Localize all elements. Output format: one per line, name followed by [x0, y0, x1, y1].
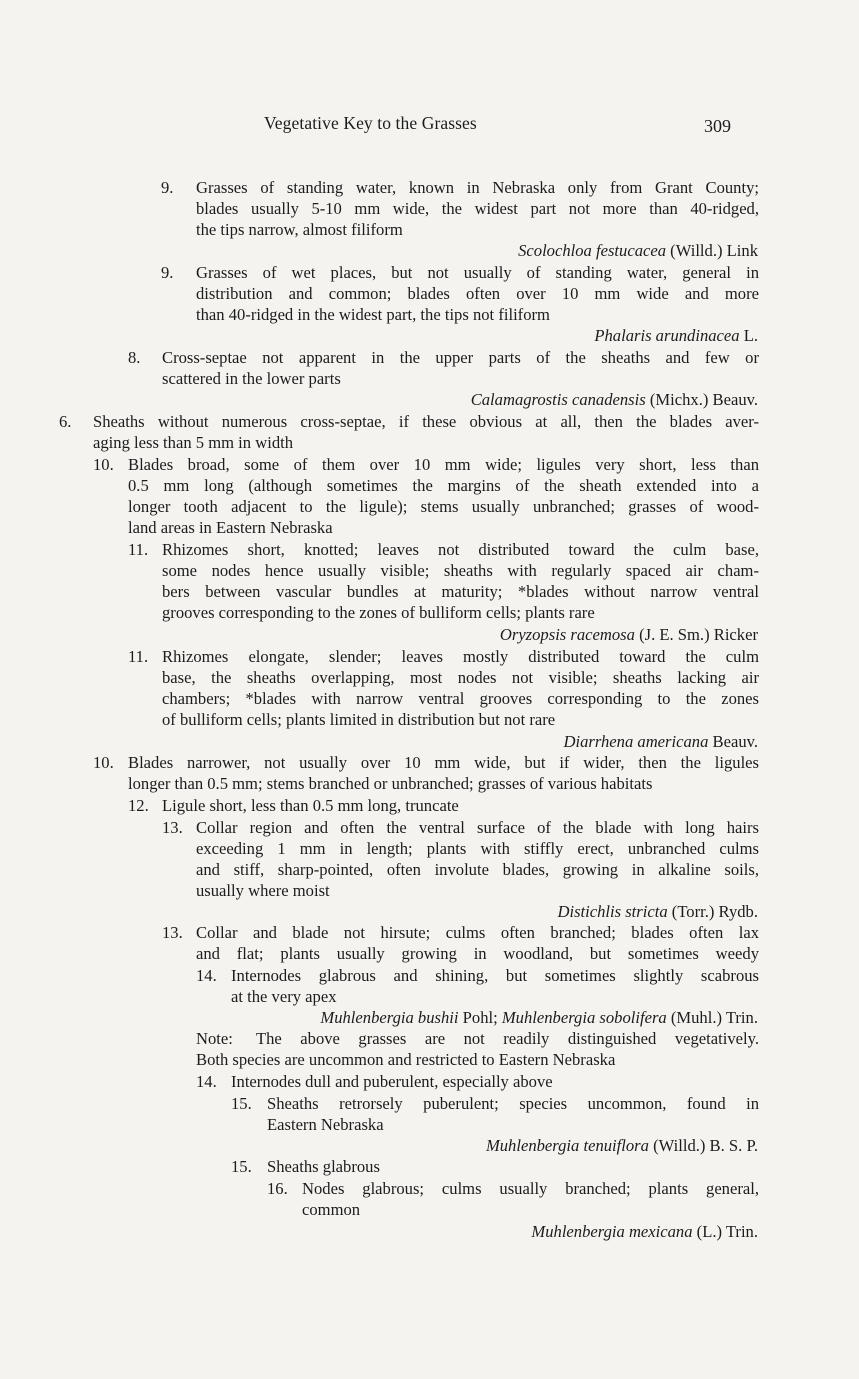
key-line: common: [302, 1200, 361, 1219]
key-line: Eastern Nebraska: [267, 1115, 384, 1134]
key-line: Internodes glabrous and shining, but sometimes slightly scabrous: [231, 966, 759, 985]
key-number: 13.: [162, 923, 183, 942]
key-number: 15.: [231, 1094, 252, 1113]
key-line: The above grasses are not readily distinguished vegetatively.: [256, 1029, 759, 1048]
key-line: 0.5 mm long (although sometimes the margins of the sheath extended into a: [128, 476, 759, 495]
key-line: blades usually 5-10 mm wide, the widest part not more than 40-ridged,: [196, 199, 759, 218]
species-name: Diarrhena americana Beauv.: [563, 732, 758, 751]
page-number: 309: [704, 116, 731, 136]
key-number: 14.: [196, 1072, 217, 1091]
key-line: Collar and blade not hirsute; culms often branched; blades often lax: [196, 923, 759, 942]
key-number: 11.: [128, 540, 149, 559]
key-line: bers between vascular bundles at maturity; *blades without narrow ventral: [162, 582, 759, 601]
key-line: and flat; plants usually growing in woodland, but sometimes weedy: [196, 944, 759, 963]
key-line: Rhizomes short, knotted; leaves not distributed toward the culm base,: [162, 540, 759, 559]
key-line: Both species are uncommon and restricted to Eastern Nebraska: [196, 1050, 616, 1069]
key-line: some nodes hence usually visible; sheaths with regularly spaced air cham-: [162, 561, 759, 580]
key-line: Cross-septae not apparent in the upper parts of the sheaths and few or: [162, 348, 759, 367]
key-number: 16.: [267, 1179, 288, 1198]
key-line: Sheaths glabrous: [267, 1157, 380, 1176]
key-line: Sheaths without numerous cross-septae, if these obvious at all, then the blades aver-: [93, 412, 759, 431]
key-line: Ligule short, less than 0.5 mm long, truncate: [162, 796, 459, 815]
key-line: Blades narrower, not usually over 10 mm wide, but if wider, then the ligules: [128, 753, 759, 772]
key-number: 10.: [93, 455, 114, 474]
species-name: Oryzopsis racemosa (J. E. Sm.) Ricker: [499, 625, 758, 644]
key-line: at the very apex: [231, 987, 337, 1006]
key-number: 14.: [196, 966, 217, 985]
key-line: Grasses of wet places, but not usually of standing water, general in: [196, 263, 759, 282]
species-name: Phalaris arundinacea L.: [594, 326, 758, 345]
key-number: 6.: [59, 412, 72, 431]
key-line: Collar region and often the ventral surface of the blade with long hairs: [196, 818, 759, 837]
key-line: the tips narrow, almost filiform: [196, 220, 403, 239]
key-line: longer than 0.5 mm; stems branched or unbranched; grasses of various habitats: [128, 774, 653, 793]
key-line: Nodes glabrous; culms usually branched; plants general,: [302, 1179, 759, 1198]
key-line: Blades broad, some of them over 10 mm wide; ligules very short, less than: [128, 455, 759, 474]
key-number: 12.: [128, 796, 149, 815]
key-line: than 40-ridged in the widest part, the tips not filiform: [196, 305, 550, 324]
species-name: Muhlenbergia tenuiflora (Willd.) B. S. P.: [485, 1136, 758, 1155]
key-line: Grasses of standing water, known in Nebraska only from Grant County;: [196, 178, 759, 197]
key-number: 15.: [231, 1157, 252, 1176]
species-name: Distichlis stricta (Torr.) Rydb.: [557, 902, 758, 921]
key-line: distribution and common; blades often over 10 mm wide and more: [196, 284, 759, 303]
key-number: 10.: [93, 753, 114, 772]
note-label: Note:: [196, 1029, 233, 1048]
key-line: chambers; *blades with narrow ventral grooves corresponding to the zones: [162, 689, 759, 708]
key-line: grooves corresponding to the zones of bulliform cells; plants rare: [162, 603, 595, 622]
key-line: exceeding 1 mm in length; plants with stiffly erect, unbranched culms: [196, 839, 759, 858]
key-line: of bulliform cells; plants limited in distribution but not rare: [162, 710, 556, 729]
key-line: Internodes dull and puberulent, especially above: [231, 1072, 553, 1091]
key-line: usually where moist: [196, 881, 330, 900]
key-line: and stiff, sharp-pointed, often involute blades, growing in alkaline soils,: [196, 860, 759, 879]
key-line: base, the sheaths overlapping, most nodes not visible; sheaths lacking air: [162, 668, 759, 687]
key-number: 8.: [128, 348, 141, 367]
key-number: 13.: [162, 818, 183, 837]
key-line: Rhizomes elongate, slender; leaves mostly distributed toward the culm: [162, 647, 759, 666]
species-name: Muhlenbergia mexicana (L.) Trin.: [531, 1222, 758, 1241]
running-header-title: Vegetative Key to the Grasses: [264, 113, 477, 133]
key-number: 9.: [161, 263, 174, 282]
species-name: Muhlenbergia bushii Pohl; Muhlenbergia sobolifera (Muhl.) Trin.: [320, 1008, 758, 1027]
key-line: Sheaths retrorsely puberulent; species uncommon, found in: [267, 1094, 759, 1113]
key-number: 9.: [161, 178, 174, 197]
species-name: Scolochloa festucacea (Willd.) Link: [518, 241, 758, 260]
key-number: 11.: [128, 647, 149, 666]
key-line: land areas in Eastern Nebraska: [128, 518, 333, 537]
key-line: scattered in the lower parts: [162, 369, 341, 388]
key-line: aging less than 5 mm in width: [93, 433, 294, 452]
key-line: longer tooth adjacent to the ligule); stems usually unbranched; grasses of wood-: [128, 497, 759, 516]
species-name: Calamagrostis canadensis (Michx.) Beauv.: [470, 390, 758, 409]
